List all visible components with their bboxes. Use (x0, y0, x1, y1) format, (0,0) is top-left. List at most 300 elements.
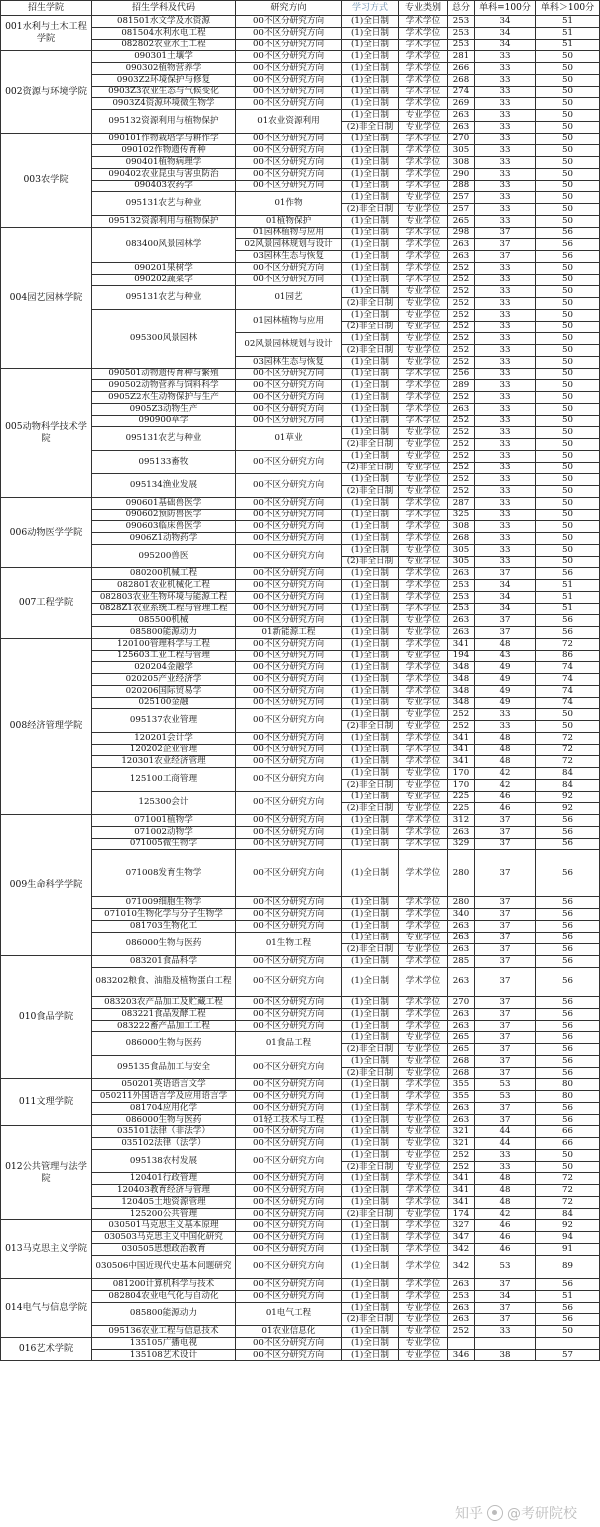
single-subject-over-100: 50 (536, 450, 600, 462)
single-subject-100: 37 (475, 967, 536, 996)
total-score: 342 (448, 1255, 475, 1279)
single-subject-over-100: 50 (536, 462, 600, 474)
research-direction: 01轻工技术与工程 (236, 1114, 342, 1126)
study-mode: (2)非全日制 (342, 204, 399, 216)
degree-type: 学术学位 (399, 368, 448, 380)
major-code: 081704应用化学 (92, 1102, 236, 1114)
study-mode: (1)全日制 (342, 1255, 399, 1279)
single-subject-over-100: 51 (536, 580, 600, 592)
single-subject-100: 49 (475, 697, 536, 709)
research-direction: 00不区分研究方向 (236, 850, 342, 897)
research-direction: 00不区分研究方向 (236, 262, 342, 274)
single-subject-over-100: 66 (536, 1138, 600, 1150)
study-mode: (2)非全日制 (342, 1044, 399, 1056)
single-subject-100: 37 (475, 1032, 536, 1044)
single-subject-100: 37 (475, 1020, 536, 1032)
total-score: 263 (448, 1008, 475, 1020)
study-mode: (1)全日制 (342, 897, 399, 909)
degree-type: 学术学位 (399, 168, 448, 180)
major-code: 0905Z3动物生产 (92, 403, 236, 415)
single-subject-over-100: 50 (536, 345, 600, 357)
single-subject-over-100: 84 (536, 779, 600, 791)
single-subject-100: 37 (475, 909, 536, 921)
major-code: 090101作物栽培学与耕作学 (92, 133, 236, 145)
research-direction: 00不区分研究方向 (236, 1208, 342, 1220)
single-subject-100: 33 (475, 121, 536, 133)
major-code: 090603临床兽医学 (92, 521, 236, 533)
degree-type: 专业学位 (399, 1161, 448, 1173)
study-mode: (1)全日制 (342, 1232, 399, 1244)
study-mode: (1)全日制 (342, 1220, 399, 1232)
research-direction: 00不区分研究方向 (236, 533, 342, 545)
single-subject-over-100: 56 (536, 1302, 600, 1314)
college-name: 010食品学院 (1, 956, 92, 1079)
total-score: 225 (448, 791, 475, 803)
total-score: 265 (448, 1044, 475, 1056)
research-direction: 00不区分研究方向 (236, 168, 342, 180)
major-code: 090301土壤学 (92, 51, 236, 63)
study-mode: (1)全日制 (342, 768, 399, 780)
study-mode: (1)全日制 (342, 709, 399, 721)
study-mode: (2)非全日制 (342, 556, 399, 568)
study-mode: (1)全日制 (342, 74, 399, 86)
degree-type: 专业学位 (399, 709, 448, 721)
total-score: 288 (448, 180, 475, 192)
single-subject-100: 43 (475, 650, 536, 662)
single-subject-100: 37 (475, 1279, 536, 1291)
single-subject-100: 33 (475, 63, 536, 75)
research-direction: 00不区分研究方向 (236, 615, 342, 627)
study-mode: (1)全日制 (342, 27, 399, 39)
research-direction: 01作物 (236, 192, 342, 216)
single-subject-over-100: 50 (536, 356, 600, 368)
single-subject-over-100: 50 (536, 333, 600, 345)
single-subject-over-100: 56 (536, 239, 600, 251)
college-name: 002资源与环境学院 (1, 51, 92, 133)
major-code: 095132资源利用与植物保护 (92, 110, 236, 134)
study-mode: (2)非全日制 (342, 1067, 399, 1079)
research-direction: 01农业信息化 (236, 1326, 342, 1338)
total-score: 253 (448, 39, 475, 51)
total-score: 170 (448, 768, 475, 780)
single-subject-over-100 (536, 1337, 600, 1349)
single-subject-over-100: 50 (536, 286, 600, 298)
total-score: 348 (448, 697, 475, 709)
major-code: 082801农业机械化工程 (92, 580, 236, 592)
study-mode: (1)全日制 (342, 1173, 399, 1185)
study-mode: (1)全日制 (342, 997, 399, 1009)
degree-type: 专业学位 (399, 1114, 448, 1126)
major-code: 050201英语语言文学 (92, 1079, 236, 1091)
single-subject-100: 33 (475, 544, 536, 556)
study-mode: (1)全日制 (342, 967, 399, 996)
single-subject-100: 33 (475, 1149, 536, 1161)
degree-type: 学术学位 (399, 1173, 448, 1185)
single-subject-over-100: 56 (536, 838, 600, 850)
single-subject-over-100: 56 (536, 826, 600, 838)
single-subject-100: 42 (475, 1208, 536, 1220)
major-code: 0903Z3农业生态与气候变化 (92, 86, 236, 98)
degree-type: 专业学位 (399, 1055, 448, 1067)
study-mode: (1)全日制 (342, 110, 399, 122)
table-row (1, 497, 600, 509)
research-direction: 00不区分研究方向 (236, 756, 342, 768)
major-code: 081501水文学及水资源 (92, 16, 236, 28)
research-direction: 00不区分研究方向 (236, 1126, 342, 1138)
major-code: 120301农业经济管理 (92, 756, 236, 768)
degree-type: 专业学位 (399, 544, 448, 556)
major-code: 125300会计 (92, 791, 236, 815)
single-subject-100: 33 (475, 1161, 536, 1173)
single-subject-100: 33 (475, 86, 536, 98)
total-score: 263 (448, 1314, 475, 1326)
single-subject-100: 33 (475, 110, 536, 122)
study-mode: (1)全日制 (342, 791, 399, 803)
total-score: 281 (448, 51, 475, 63)
single-subject-100: 33 (475, 486, 536, 498)
study-mode: (1)全日制 (342, 63, 399, 75)
total-score: 263 (448, 615, 475, 627)
total-score: 263 (448, 1102, 475, 1114)
college-name: 007工程学院 (1, 568, 92, 639)
total-score: 287 (448, 497, 475, 509)
research-direction: 00不区分研究方向 (236, 51, 342, 63)
total-score: 355 (448, 1091, 475, 1103)
study-mode: (1)全日制 (342, 932, 399, 944)
degree-type: 学术学位 (399, 74, 448, 86)
study-mode: (2)非全日制 (342, 298, 399, 310)
study-mode: (1)全日制 (342, 1126, 399, 1138)
single-subject-over-100: 56 (536, 568, 600, 580)
single-subject-100: 34 (475, 603, 536, 615)
single-subject-100: 33 (475, 215, 536, 227)
single-subject-100: 48 (475, 638, 536, 650)
single-subject-100: 53 (475, 1255, 536, 1279)
total-score: 263 (448, 932, 475, 944)
degree-type: 学术学位 (399, 1079, 448, 1091)
research-direction: 00不区分研究方向 (236, 1149, 342, 1173)
research-direction: 00不区分研究方向 (236, 838, 342, 850)
degree-type: 学术学位 (399, 16, 448, 28)
single-subject-100: 46 (475, 1243, 536, 1255)
total-score: 342 (448, 1243, 475, 1255)
total-score: 266 (448, 63, 475, 75)
degree-type: 专业学位 (399, 1326, 448, 1338)
watermark-brand: 知乎 (455, 1506, 483, 1522)
research-direction: 00不区分研究方向 (236, 1337, 342, 1349)
single-subject-over-100: 50 (536, 168, 600, 180)
table-header (1, 1, 600, 16)
table-row (1, 1220, 600, 1232)
total-score: 308 (448, 521, 475, 533)
single-subject-over-100: 50 (536, 533, 600, 545)
study-mode: (2)非全日制 (342, 1161, 399, 1173)
header-study-mode: 学习方式 (342, 1, 399, 16)
degree-type: 学术学位 (399, 744, 448, 756)
major-code: 120405土地资源管理 (92, 1196, 236, 1208)
total-score: 308 (448, 157, 475, 169)
major-code: 035101法律（非法学） (92, 1126, 236, 1138)
single-subject-100: 37 (475, 227, 536, 239)
degree-type: 专业学位 (399, 474, 448, 486)
research-direction: 00不区分研究方向 (236, 1079, 342, 1091)
single-subject-over-100: 56 (536, 967, 600, 996)
single-subject-over-100: 56 (536, 944, 600, 956)
single-subject-100: 37 (475, 1114, 536, 1126)
total-score: 252 (448, 1161, 475, 1173)
degree-type: 专业学位 (399, 1032, 448, 1044)
degree-type: 学术学位 (399, 251, 448, 263)
single-subject-over-100: 50 (536, 309, 600, 321)
research-direction: 00不区分研究方向 (236, 1196, 342, 1208)
single-subject-over-100: 50 (536, 262, 600, 274)
single-subject-over-100: 50 (536, 1326, 600, 1338)
study-mode: (2)非全日制 (342, 944, 399, 956)
research-direction: 00不区分研究方向 (236, 509, 342, 521)
degree-type: 专业学位 (399, 721, 448, 733)
single-subject-over-100: 50 (536, 439, 600, 451)
single-subject-100: 33 (475, 321, 536, 333)
single-subject-100: 37 (475, 932, 536, 944)
total-score: 252 (448, 262, 475, 274)
single-subject-over-100: 50 (536, 368, 600, 380)
single-subject-over-100: 80 (536, 1079, 600, 1091)
table-row (1, 227, 600, 239)
research-direction: 00不区分研究方向 (236, 497, 342, 509)
major-code: 071001植物学 (92, 815, 236, 827)
total-score: 327 (448, 1220, 475, 1232)
major-code: 085800能源动力 (92, 1302, 236, 1326)
degree-type: 专业学位 (399, 697, 448, 709)
degree-type: 专业学位 (399, 110, 448, 122)
single-subject-100: 33 (475, 427, 536, 439)
study-mode: (1)全日制 (342, 474, 399, 486)
single-subject-over-100: 72 (536, 638, 600, 650)
total-score: 341 (448, 732, 475, 744)
total-score: 268 (448, 533, 475, 545)
single-subject-over-100: 56 (536, 997, 600, 1009)
total-score: 280 (448, 850, 475, 897)
research-direction: 00不区分研究方向 (236, 1138, 342, 1150)
single-subject-100: 37 (475, 1067, 536, 1079)
single-subject-100: 34 (475, 16, 536, 28)
single-subject-over-100: 50 (536, 192, 600, 204)
major-code: 071008发育生物学 (92, 850, 236, 897)
study-mode: (1)全日制 (342, 1279, 399, 1291)
study-mode: (1)全日制 (342, 1020, 399, 1032)
single-subject-100: 33 (475, 521, 536, 533)
college-name: 016艺术学院 (1, 1337, 92, 1361)
single-subject-over-100: 50 (536, 74, 600, 86)
single-subject-over-100: 56 (536, 932, 600, 944)
total-score: 341 (448, 638, 475, 650)
single-subject-over-100: 50 (536, 321, 600, 333)
single-subject-100: 37 (475, 251, 536, 263)
research-direction: 00不区分研究方向 (236, 1279, 342, 1291)
study-mode: (1)全日制 (342, 1185, 399, 1197)
total-score: 355 (448, 1079, 475, 1091)
research-direction: 01草业 (236, 427, 342, 451)
major-code: 090202蔬菜学 (92, 274, 236, 286)
major-code: 080200机械工程 (92, 568, 236, 580)
degree-type: 学术学位 (399, 662, 448, 674)
degree-type: 学术学位 (399, 63, 448, 75)
degree-type: 学术学位 (399, 1243, 448, 1255)
study-mode: (1)全日制 (342, 415, 399, 427)
study-mode: (2)非全日制 (342, 1314, 399, 1326)
major-code: 071010生物化学与分子生物学 (92, 909, 236, 921)
major-code: 090501动物遗传育种与繁殖 (92, 368, 236, 380)
single-subject-100: 33 (475, 145, 536, 157)
single-subject-over-100: 50 (536, 380, 600, 392)
degree-type: 专业学位 (399, 427, 448, 439)
single-subject-100: 37 (475, 997, 536, 1009)
degree-type: 学术学位 (399, 533, 448, 545)
total-score: 252 (448, 333, 475, 345)
degree-type: 学术学位 (399, 603, 448, 615)
major-code: 095132资源利用与植物保护 (92, 215, 236, 227)
study-mode: (2)非全日制 (342, 462, 399, 474)
research-direction: 01食品工程 (236, 1032, 342, 1056)
study-mode: (1)全日制 (342, 39, 399, 51)
degree-type: 专业学位 (399, 309, 448, 321)
study-mode: (1)全日制 (342, 133, 399, 145)
single-subject-100: 37 (475, 1008, 536, 1020)
research-direction: 01生物工程 (236, 932, 342, 956)
research-direction: 00不区分研究方向 (236, 86, 342, 98)
study-mode: (1)全日制 (342, 533, 399, 545)
total-score: 253 (448, 580, 475, 592)
at-icon (487, 1505, 503, 1521)
degree-type: 专业学位 (399, 298, 448, 310)
single-subject-over-100: 50 (536, 110, 600, 122)
total-score: 263 (448, 1114, 475, 1126)
degree-type: 学术学位 (399, 157, 448, 169)
single-subject-over-100: 50 (536, 51, 600, 63)
total-score: 257 (448, 204, 475, 216)
research-direction: 03园林生态与恢复 (236, 251, 342, 263)
total-score: 194 (448, 650, 475, 662)
study-mode: (1)全日制 (342, 168, 399, 180)
table-row (1, 1337, 600, 1349)
study-mode: (1)全日制 (342, 1114, 399, 1126)
degree-type: 学术学位 (399, 967, 448, 996)
research-direction: 00不区分研究方向 (236, 685, 342, 697)
degree-type: 专业学位 (399, 1138, 448, 1150)
study-mode: (1)全日制 (342, 615, 399, 627)
degree-type: 学术学位 (399, 86, 448, 98)
degree-type: 专业学位 (399, 650, 448, 662)
study-mode: (1)全日制 (342, 638, 399, 650)
single-subject-over-100: 56 (536, 897, 600, 909)
research-direction: 00不区分研究方向 (236, 603, 342, 615)
degree-type: 学术学位 (399, 956, 448, 968)
college-name: 005动物科学技术学院 (1, 368, 92, 497)
single-subject-100: 33 (475, 356, 536, 368)
research-direction: 00不区分研究方向 (236, 544, 342, 568)
total-score: 341 (448, 1196, 475, 1208)
total-score: 274 (448, 86, 475, 98)
major-code: 085800能源动力 (92, 627, 236, 639)
study-mode: (1)全日制 (342, 1196, 399, 1208)
single-subject-100: 37 (475, 1314, 536, 1326)
college-name: 003农学院 (1, 133, 92, 227)
single-subject-over-100: 94 (536, 1232, 600, 1244)
degree-type: 专业学位 (399, 486, 448, 498)
major-code: 0903Z4资源环境微生物学 (92, 98, 236, 110)
single-subject-over-100: 50 (536, 157, 600, 169)
study-mode: (1)全日制 (342, 262, 399, 274)
study-mode: (1)全日制 (342, 1337, 399, 1349)
total-score: 263 (448, 121, 475, 133)
degree-type: 专业学位 (399, 1208, 448, 1220)
single-subject-over-100: 50 (536, 509, 600, 521)
major-code: 083221食品发酵工程 (92, 1008, 236, 1020)
research-direction: 01电气工程 (236, 1302, 342, 1326)
degree-type: 学术学位 (399, 227, 448, 239)
total-score: 268 (448, 1055, 475, 1067)
research-direction: 00不区分研究方向 (236, 1232, 342, 1244)
study-mode: (1)全日制 (342, 309, 399, 321)
single-subject-100: 37 (475, 1302, 536, 1314)
single-subject-over-100: 56 (536, 815, 600, 827)
single-subject-over-100: 50 (536, 145, 600, 157)
single-subject-over-100: 56 (536, 920, 600, 932)
research-direction: 01植物保护 (236, 215, 342, 227)
total-score: 270 (448, 997, 475, 1009)
major-code: 090900草学 (92, 415, 236, 427)
study-mode: (1)全日制 (342, 192, 399, 204)
single-subject-over-100: 50 (536, 474, 600, 486)
major-code: 120403教育经济与管理 (92, 1185, 236, 1197)
header-major: 招生学科及代码 (92, 1, 236, 16)
single-subject-100: 46 (475, 803, 536, 815)
major-code: 095137农业管理 (92, 709, 236, 733)
research-direction: 00不区分研究方向 (236, 662, 342, 674)
study-mode: (1)全日制 (342, 1149, 399, 1161)
degree-type: 学术学位 (399, 1091, 448, 1103)
research-direction: 00不区分研究方向 (236, 1290, 342, 1302)
single-subject-over-100: 50 (536, 497, 600, 509)
single-subject-100: 33 (475, 274, 536, 286)
single-subject-100: 33 (475, 403, 536, 415)
single-subject-over-100: 84 (536, 768, 600, 780)
degree-type: 专业学位 (399, 192, 448, 204)
degree-type: 专业学位 (399, 768, 448, 780)
research-direction: 00不区分研究方向 (236, 1173, 342, 1185)
degree-type: 专业学位 (399, 615, 448, 627)
total-score: 252 (448, 415, 475, 427)
research-direction: 00不区分研究方向 (236, 580, 342, 592)
study-mode: (1)全日制 (342, 427, 399, 439)
study-mode: (1)全日制 (342, 157, 399, 169)
research-direction: 00不区分研究方向 (236, 1349, 342, 1361)
research-direction: 00不区分研究方向 (236, 815, 342, 827)
degree-type: 学术学位 (399, 1008, 448, 1020)
single-subject-100: 34 (475, 39, 536, 51)
total-score: 341 (448, 1185, 475, 1197)
total-score: 270 (448, 133, 475, 145)
major-code: 095134渔业发展 (92, 474, 236, 498)
study-mode: (1)全日制 (342, 380, 399, 392)
total-score: 252 (448, 356, 475, 368)
total-score: 280 (448, 897, 475, 909)
degree-type: 学术学位 (399, 826, 448, 838)
single-subject-over-100: 50 (536, 415, 600, 427)
single-subject-100: 37 (475, 920, 536, 932)
single-subject-100: 33 (475, 709, 536, 721)
header-single-100: 单科=100分 (475, 1, 536, 16)
